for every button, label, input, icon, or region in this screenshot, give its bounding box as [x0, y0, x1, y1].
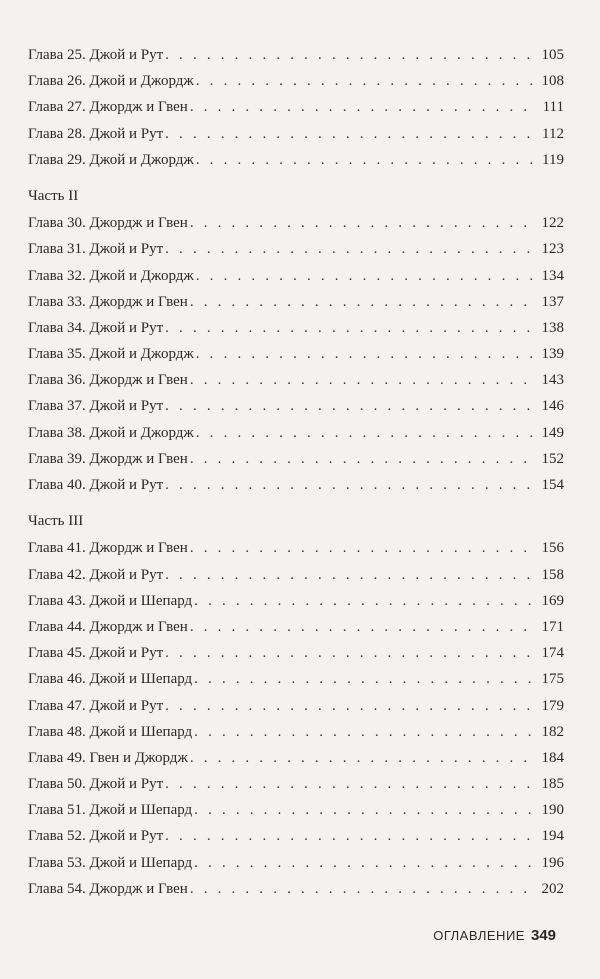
running-footer [433, 927, 556, 944]
chapter-title: Глава 29. Джой и Джордж [28, 151, 194, 168]
part-heading: Часть III [28, 513, 84, 530]
chapter-page: 123 [541, 241, 564, 258]
dot-leader [165, 393, 534, 419]
dot-leader [190, 614, 534, 640]
dot-leader [190, 876, 534, 902]
dot-leader [165, 771, 534, 797]
toc-entry [28, 315, 564, 341]
chapter-page: 134 [541, 267, 564, 284]
section-name: ОГЛАВЛЕНИЕ [433, 928, 525, 943]
chapter-title: Глава 43. Джой и Шепард [28, 592, 193, 609]
toc-entry [28, 771, 564, 797]
toc-entry [28, 263, 564, 289]
dot-leader [190, 210, 534, 236]
dot-leader [196, 263, 534, 289]
toc-entry [28, 68, 564, 94]
chapter-title: Глава 27. Джордж и Гвен [28, 99, 188, 116]
chapter-title: Глава 31. Джой и Рут [28, 241, 164, 258]
dot-leader [190, 446, 534, 472]
dot-leader [196, 68, 534, 94]
chapter-page: 154 [541, 477, 564, 493]
chapter-title: Глава 45. Джой и Рут [28, 645, 164, 662]
chapter-page: 137 [541, 293, 564, 310]
chapter-page: 194 [541, 828, 564, 845]
toc-entry [28, 850, 564, 876]
toc-entry [28, 94, 564, 120]
chapter-page: 111 [542, 99, 564, 116]
chapter-title: Глава 28. Джой и Рут [28, 125, 164, 142]
toc-entry [28, 719, 564, 745]
dot-leader [165, 236, 534, 262]
toc-entry [28, 693, 564, 719]
toc-entry [28, 614, 564, 640]
chapter-page: 185 [541, 776, 564, 793]
toc-entry [28, 147, 564, 173]
chapter-title: Глава 54. Джордж и Гвен [28, 880, 188, 897]
dot-leader [165, 823, 534, 849]
toc-entry [28, 367, 564, 393]
toc-entry [28, 640, 564, 666]
chapter-page: 152 [541, 450, 564, 467]
chapter-page: 139 [541, 346, 564, 363]
toc-entry [28, 393, 564, 419]
chapter-page: 149 [541, 424, 564, 441]
chapter-page: 196 [541, 854, 564, 871]
dot-leader [196, 420, 534, 446]
chapter-page: 122 [541, 215, 564, 232]
chapter-page: 202 [541, 880, 564, 897]
dot-leader [165, 472, 534, 498]
chapter-title: Глава 47. Джой и Рут [28, 697, 164, 714]
toc-entry [28, 210, 564, 236]
dot-leader [165, 315, 534, 341]
chapter-title: Глава 49. Гвен и Джордж [28, 749, 188, 766]
dot-leader [190, 94, 534, 120]
chapter-page: 174 [541, 645, 564, 662]
chapter-title: Глава 51. Джой и Шепард [28, 802, 193, 819]
chapter-title: Глава 46. Джой и Шепард [28, 671, 193, 688]
toc-entry [28, 745, 564, 771]
chapter-page: 119 [542, 151, 564, 168]
chapter-page: 169 [541, 592, 564, 609]
toc-entry [28, 535, 564, 561]
chapter-page: 156 [541, 540, 564, 557]
page-number: 349 [530, 927, 556, 944]
toc-entry [28, 121, 564, 147]
chapter-title: Глава 50. Джой и Рут [28, 776, 164, 793]
chapter-title: Глава 52. Джой и Рут [28, 828, 164, 845]
toc-entry [28, 472, 564, 498]
chapter-title: Глава 37. Джой и Рут [28, 398, 164, 415]
toc-entry [28, 823, 564, 849]
chapter-title: Глава 48. Джой и Шепард [28, 723, 193, 740]
toc-entry [28, 42, 564, 68]
dot-leader [194, 719, 534, 745]
dot-leader [196, 147, 534, 173]
chapter-title: Глава 36. Джордж и Гвен [28, 372, 188, 389]
dot-leader [165, 121, 534, 147]
chapter-page: 143 [541, 372, 564, 389]
toc-entry [28, 446, 564, 472]
chapter-title: Глава 39. Джордж и Гвен [28, 450, 188, 467]
chapter-page: 175 [541, 671, 564, 688]
chapter-title: Глава 34. Джой и Рут [28, 319, 164, 336]
table-of-contents [28, 42, 564, 902]
dot-leader [194, 666, 534, 692]
chapter-title: Глава 25. Джой и Рут [28, 47, 164, 63]
toc-entry [28, 666, 564, 692]
toc-entry [28, 289, 564, 315]
chapter-page: 190 [541, 802, 564, 819]
chapter-title: Глава 40. Джой и Рут [28, 477, 164, 493]
chapter-page: 158 [541, 566, 564, 583]
dot-leader [165, 640, 534, 666]
dot-leader [190, 289, 534, 315]
dot-leader [196, 341, 534, 367]
dot-leader [190, 367, 534, 393]
chapter-title: Глава 26. Джой и Джордж [28, 73, 194, 90]
dot-leader [190, 745, 534, 771]
toc-entry [28, 588, 564, 614]
dot-leader [194, 588, 534, 614]
chapter-title: Глава 30. Джордж и Гвен [28, 215, 188, 232]
toc-entry [28, 341, 564, 367]
chapter-title: Глава 33. Джордж и Гвен [28, 293, 188, 310]
chapter-page: 179 [541, 697, 564, 714]
chapter-page: 112 [542, 125, 564, 142]
toc-entry [28, 876, 564, 902]
chapter-title: Глава 42. Джой и Рут [28, 566, 164, 583]
chapter-title: Глава 44. Джордж и Гвен [28, 618, 188, 635]
chapter-title: Глава 32. Джой и Джордж [28, 267, 194, 284]
part-heading: Часть II [28, 187, 79, 204]
toc-entry [28, 236, 564, 262]
dot-leader [165, 42, 534, 68]
chapter-page: 138 [541, 319, 564, 336]
chapter-page: 182 [541, 723, 564, 740]
dot-leader [165, 562, 534, 588]
toc-entry [28, 562, 564, 588]
chapter-page: 108 [541, 73, 564, 90]
chapter-title: Глава 38. Джой и Джордж [28, 424, 194, 441]
chapter-title: Глава 53. Джой и Шепард [28, 854, 193, 871]
chapter-page: 184 [541, 749, 564, 766]
chapter-title: Глава 41. Джордж и Гвен [28, 540, 188, 557]
chapter-page: 171 [541, 618, 564, 635]
chapter-page: 105 [541, 47, 564, 63]
dot-leader [190, 535, 534, 561]
chapter-page: 146 [541, 398, 564, 415]
toc-entry [28, 420, 564, 446]
dot-leader [194, 850, 534, 876]
dot-leader [194, 797, 534, 823]
dot-leader [165, 693, 534, 719]
toc-entry [28, 797, 564, 823]
chapter-title: Глава 35. Джой и Джордж [28, 346, 194, 363]
